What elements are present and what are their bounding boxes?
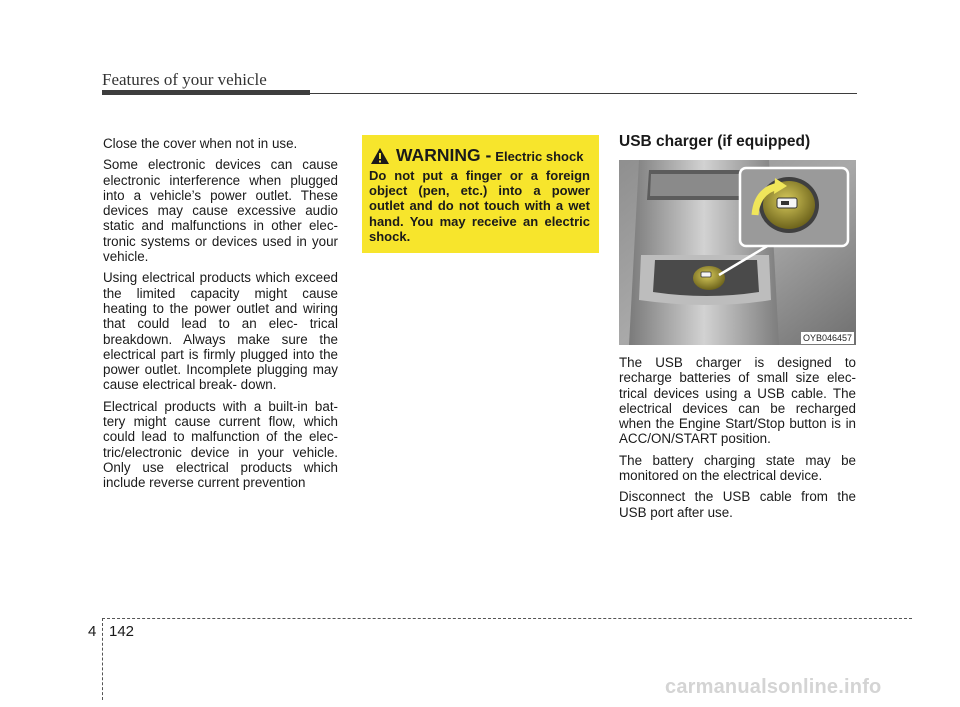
usb-section-text — [619, 355, 856, 526]
page-number: 142 — [109, 623, 135, 640]
footer-rule — [102, 618, 912, 619]
warning-subtitle: Electric shock — [495, 149, 584, 164]
warning-header — [370, 145, 583, 166]
footer-divider — [102, 618, 103, 700]
header-bar — [102, 90, 310, 95]
paragraph: Electrical products with a built-in bat- tery might cause current flow, which could lead to malfunction of the elec- tric/electronic device in your vehicle. Only use electrical products which include reverse current prevention — [103, 398, 338, 491]
header-rule — [310, 93, 857, 94]
page-header-title: Features of your vehicle — [102, 70, 267, 89]
usb-charger-illustration — [619, 160, 856, 345]
paragraph: Using electrical products which exceed the limited capacity might cause heating to the power outlet and wiring that could lead to an elec- trical breakdown. Always make sure the electrical part is firmly plugged into the power outlet. Incomplete plugging may cause electrical break- down. — [103, 270, 338, 393]
image-code-label: OYB046457 — [802, 333, 852, 343]
chapter-number: 4 — [88, 623, 97, 640]
paragraph: Close the cover when not in use. — [103, 136, 298, 151]
warning-title: WARNING - — [396, 145, 492, 165]
left-column — [103, 136, 338, 497]
warning-body: Do not put a finger or a foreign object (pen, etc.) into a power outlet and do not touch with a wet hand. You may receive an electric shock. — [369, 168, 590, 244]
warning-box — [362, 135, 599, 253]
watermark: carmanualsonline.info — [665, 676, 882, 698]
paragraph: Some electronic devices can cause electronic interference when plugged into a vehicle’s power outlet. These devices may cause excessive audio static and malfunctions in other elec- tronic systems or devices used in your vehicle. — [103, 157, 338, 265]
paragraph: Disconnect the USB cable from the USB port after use. — [619, 489, 856, 520]
warning-triangle-icon — [370, 147, 390, 165]
paragraph: The battery charging state may be monitored on the electrical device. — [619, 452, 856, 484]
section-heading: USB charger (if equipped) — [619, 133, 811, 150]
paragraph: The USB charger is designed to recharge batteries of small size elec- trical devices using a USB cable. The electrical devices can be recharged when the Engine Start/Stop button is in ACC/ON/START position. — [619, 355, 856, 447]
